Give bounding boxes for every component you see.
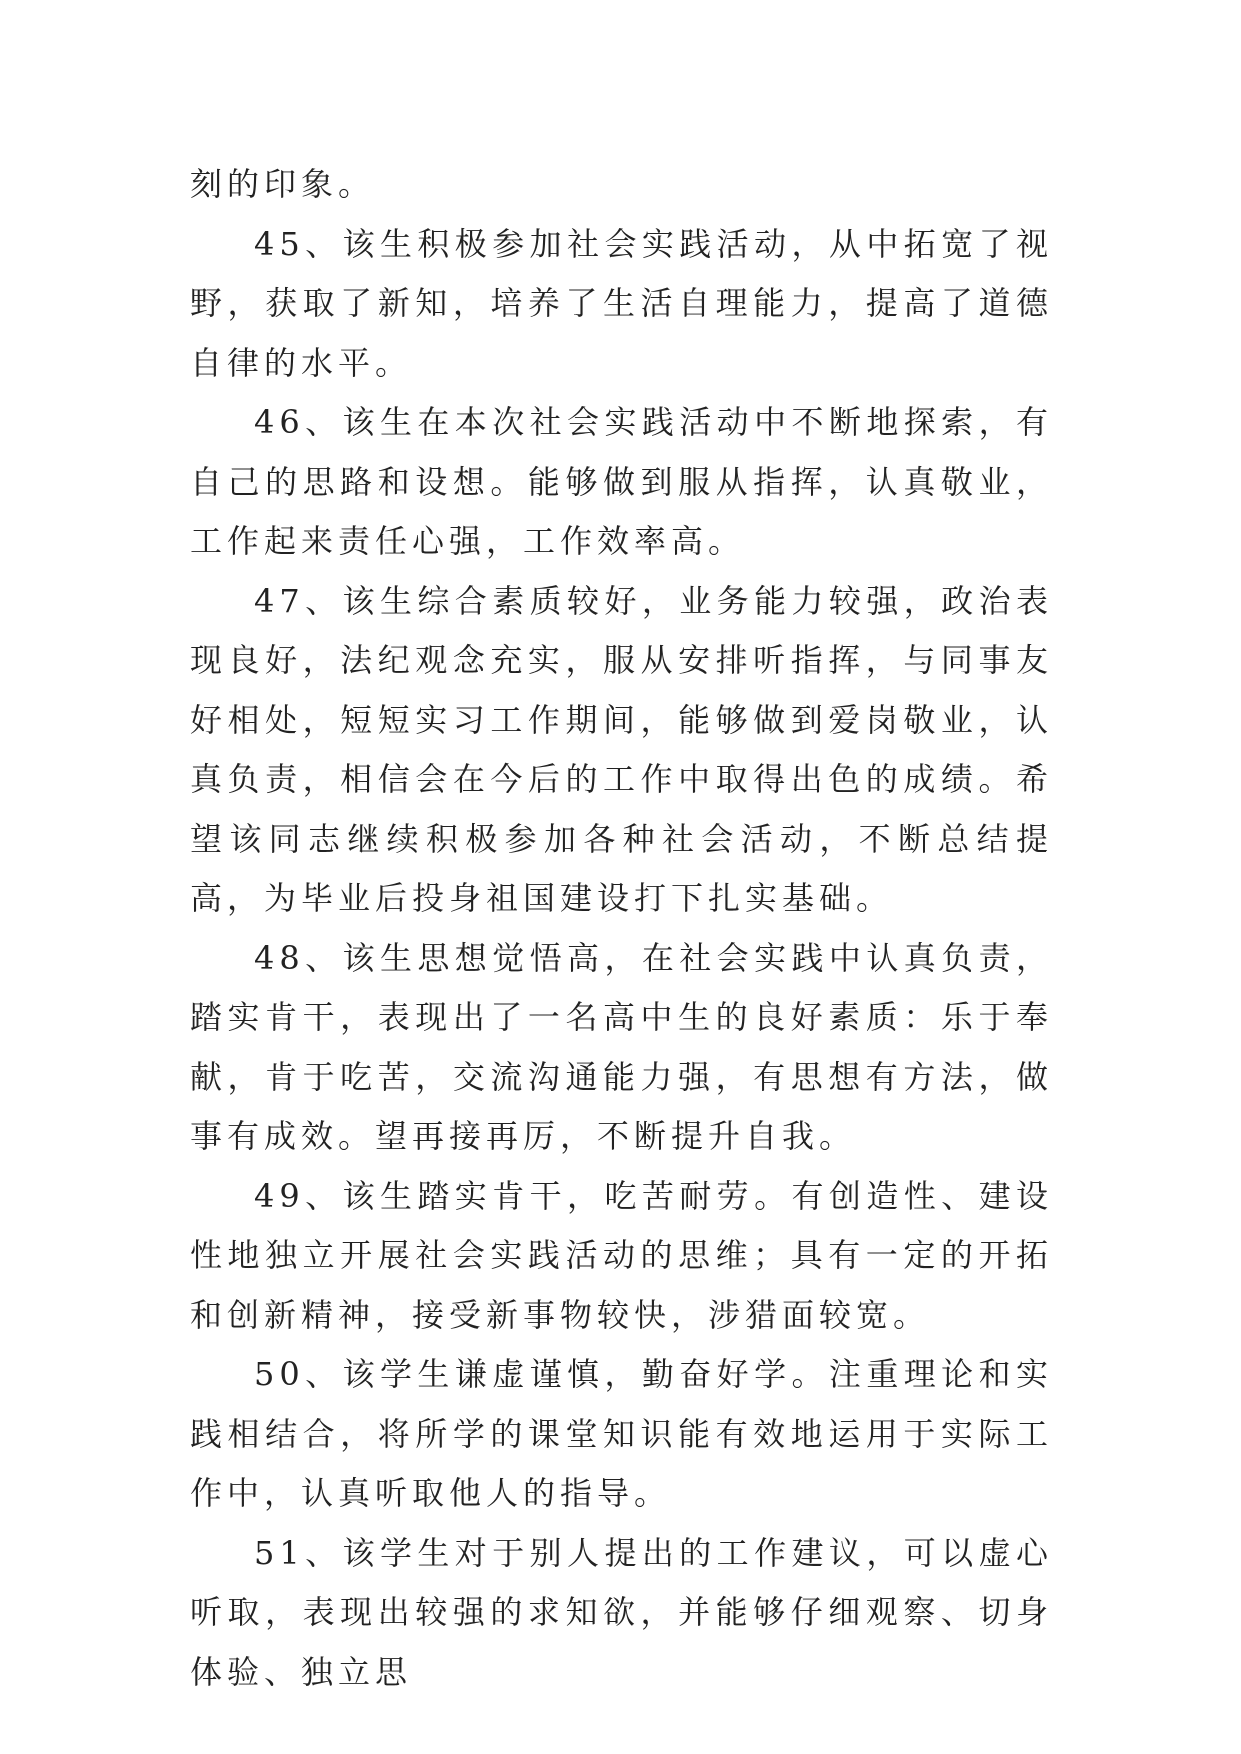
paragraph-46: 46、该生在本次社会实践活动中不断地探索，有自己的思路和设想。能够做到服从指挥，认真敬业，工作起来责任心强，工作效率高。 [190,403,1053,560]
paragraph-49: 49、该生踏实肯干，吃苦耐劳。有创造性、建设性地独立开展社会实践活动的思维；具有一定的开拓和创新精神，接受新事物较快，涉猎面较宽。 [190,1176,1053,1334]
document-body [190,155,1053,1702]
paragraph-50: 50、该学生谦虚谨慎，勤奋好学。注重理论和实践相结合，将所学的课堂知识能有效地运用于实际工作中，认真听取他人的指导。 [190,1355,1053,1512]
paragraph-48: 48、该生思想觉悟高，在社会实践中认真负责，踏实肯干，表现出了一名高中生的良好素质：乐于奉献，肯于吃苦，交流沟通能力强，有思想有方法，做事有成效。望再接再厉，不断提升自我。 [190,938,1053,1155]
paragraph-45: 45、该生积极参加社会实践活动，从中拓宽了视野，获取了新知，培养了生活自理能力，提高了道德自律的水平。 [190,224,1053,382]
paragraph-51: 51、该学生对于别人提出的工作建议，可以虚心听取，表现出较强的求知欲，并能够仔细观察、切身体验、独立思 [190,1533,1053,1691]
paragraph-continuation: 刻的印象。 [190,165,376,203]
paragraph-47: 47、该生综合素质较好，业务能力较强，政治表现良好，法纪观念充实，服从安排听指挥，与同事友好相处，短短实习工作期间，能够做到爱岗敬业，认真负责，相信会在今后的工作中取得出色的成绩。希望该同志继续积极参加各种社会活动，不断总结提高，为毕业后投身祖国建设打下扎实基础。 [190,581,1053,917]
